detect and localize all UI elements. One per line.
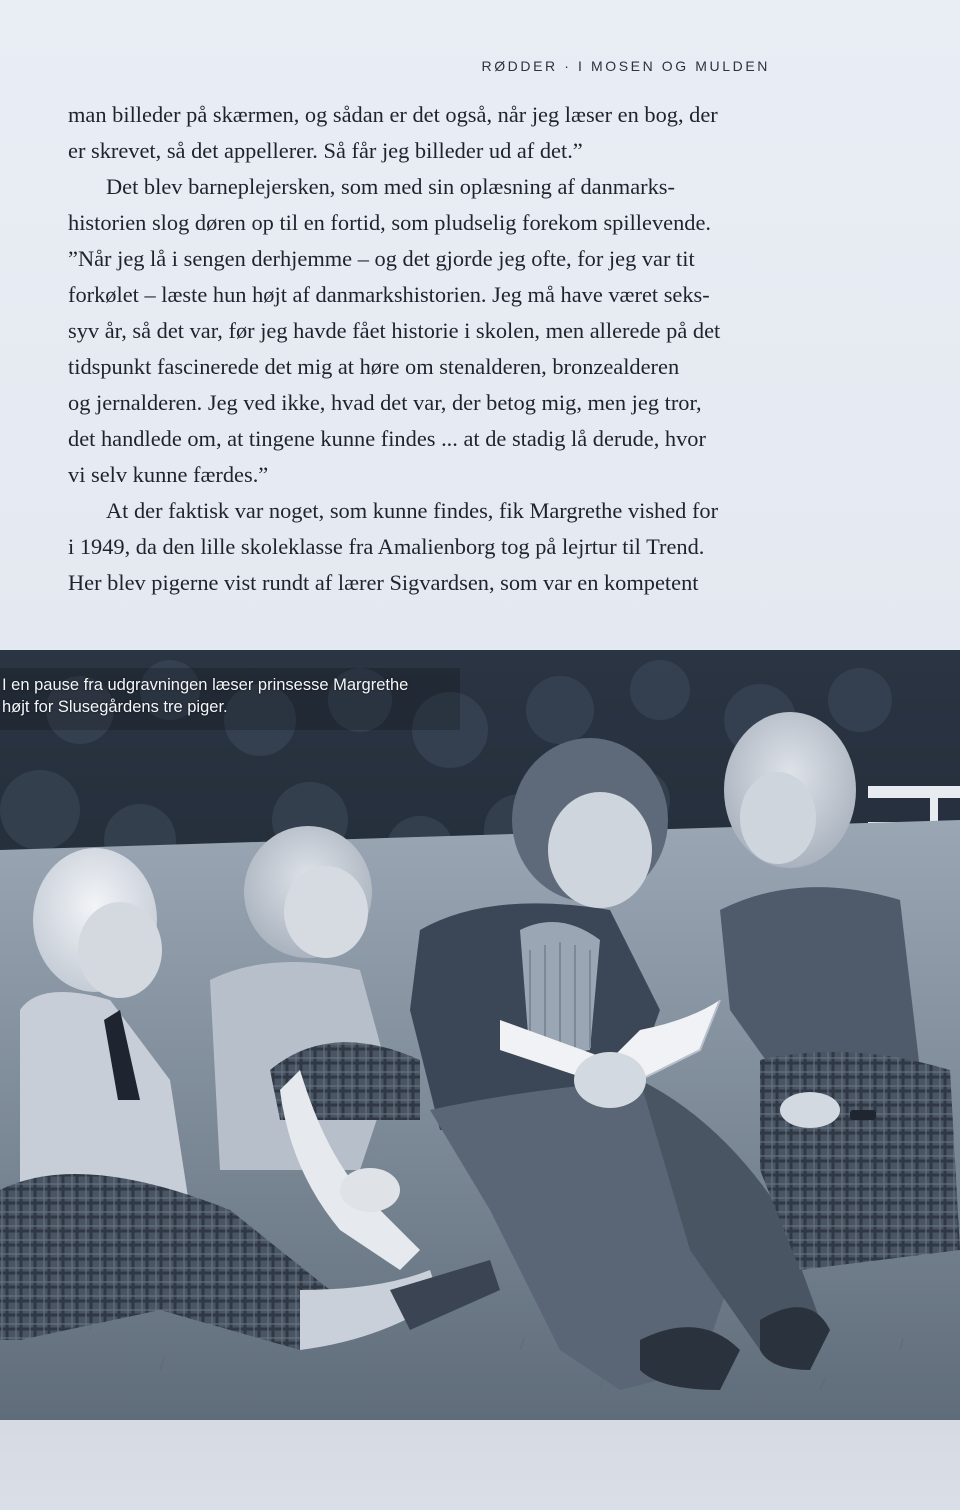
body-line: og jernalderen. Jeg ved ikke, hvad det var, der betog mig, men jeg tror, <box>68 390 702 415</box>
body-line: er skrevet, så det appellerer. Så får jeg billeder ud af det.” <box>68 138 583 163</box>
body-line: tidspunkt fascinerede det mig at høre om stenalderen, bronzealderen <box>68 354 680 379</box>
body-line: historien slog døren op til en fortid, som pludselig forekom spillevende. <box>68 210 712 235</box>
page-bottom-margin <box>0 1420 960 1510</box>
body-line: man billeder på skærmen, og sådan er det også, når jeg læser en bog, der <box>68 102 718 127</box>
body-line: At der faktisk var noget, som kunne findes, fik Margrethe vished for <box>106 498 719 523</box>
body-line: syv år, så det var, før jeg havde fået historie i skolen, men allerede på det <box>68 318 721 343</box>
body-line: forkølet – læste hun højt af danmarkshistorien. Jeg må have været seks- <box>68 282 710 307</box>
photo-illustration <box>0 650 960 1420</box>
body-line: Det blev barneplejersken, som med sin oplæsning af danmarks- <box>106 174 675 199</box>
photo-caption <box>2 674 408 718</box>
caption-line-1: I en pause fra udgravningen læser prinsesse Margrethe <box>2 676 409 694</box>
body-line: Her blev pigerne vist rundt af lærer Sigvardsen, som var en kompetent <box>68 570 699 595</box>
body-line: ”Når jeg lå i sengen derhjemme – og det gjorde jeg ofte, for jeg var tit <box>68 246 695 271</box>
photograph <box>0 650 960 1420</box>
body-line: vi selv kunne færdes.” <box>68 462 269 487</box>
running-header: RØDDER · I MOSEN OG MULDEN <box>481 58 770 74</box>
caption-line-2: højt for Slusegårdens tre piger. <box>2 698 228 716</box>
body-line: i 1949, da den lille skoleklasse fra Amalienborg tog på lejrtur til Trend. <box>68 534 705 559</box>
body-line: det handlede om, at tingene kunne findes ... at de stadig lå derude, hvor <box>68 426 706 451</box>
